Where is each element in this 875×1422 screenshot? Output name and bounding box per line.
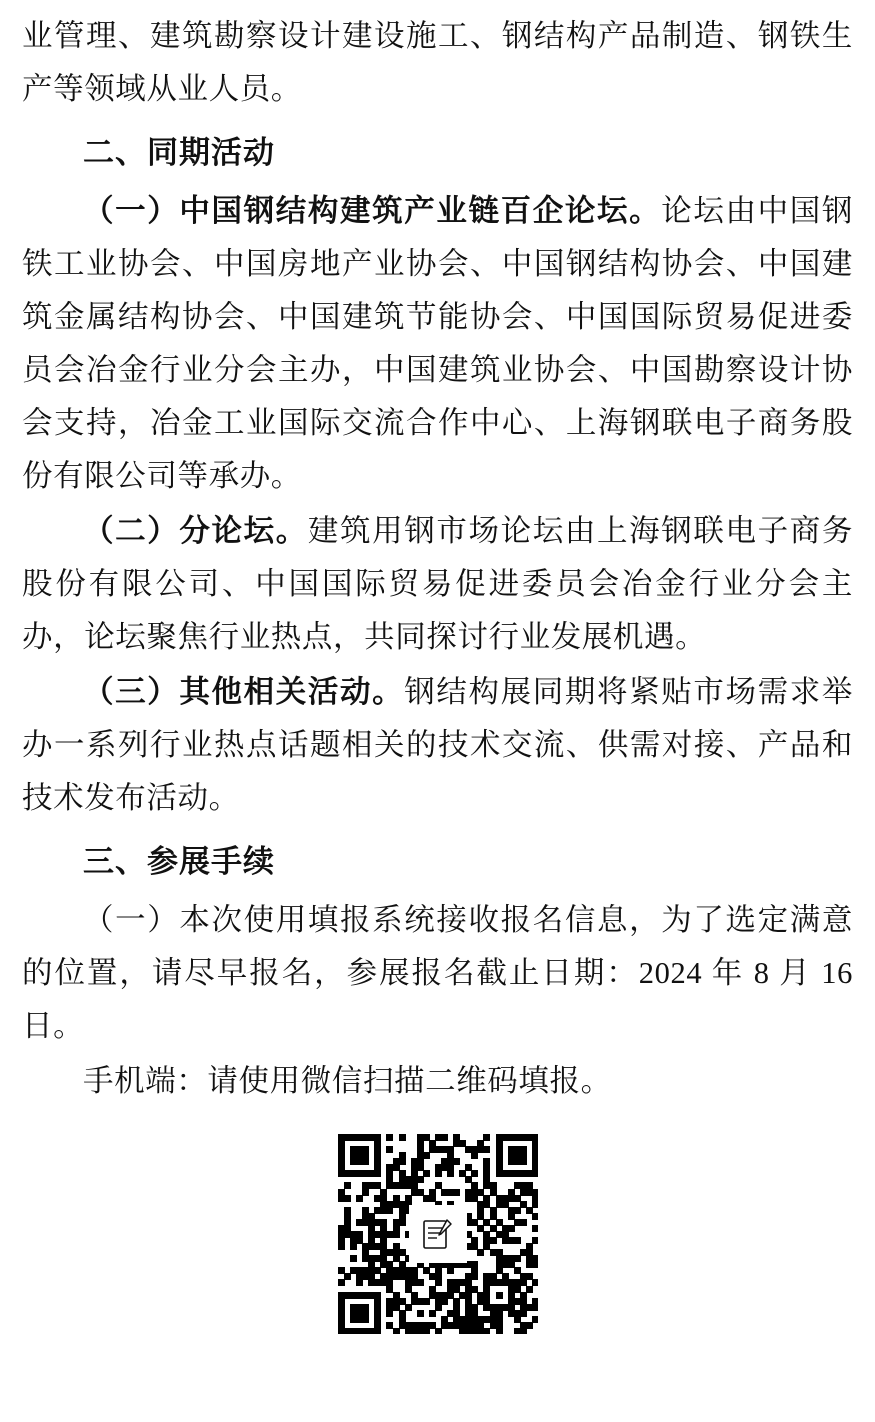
heading-section-two: 二、同期活动	[83, 135, 275, 170]
paragraph-forum-1-body: 论坛由中国钢铁工业协会、中国房地产业协会、中国钢结构协会、中国建筑金属结构协会、中国建筑节能协会、中国国际贸易促进委员会冶金行业分会主办，中国建筑业协会、中国勘察设计协会支持，冶金工业国际交流合作中心、上海钢联电子商务股份有限公司等承办。	[22, 194, 853, 493]
qr-code-container	[22, 1134, 853, 1334]
document-pen-icon	[416, 1212, 460, 1256]
paragraph-forum-3	[22, 666, 853, 825]
paragraph-forum-2-body: 建筑用钢市场论坛由上海钢联电子商务股份有限公司、中国国际贸易促进委员会冶金行业分会主办，论坛聚焦行业热点，共同探讨行业发展机遇。	[22, 514, 854, 654]
paragraph-forum-2-lead: （二）分论坛。	[83, 514, 308, 548]
paragraph-forum-2	[22, 505, 853, 664]
paragraph-forum-1	[22, 185, 853, 503]
paragraph-registration-deadline: （一）本次使用填报系统接收报名信息，为了选定满意的位置，请尽早报名，参展报名截止日期：2024 年 8 月 16 日。	[22, 903, 862, 1043]
registration-qr-code[interactable]	[338, 1134, 538, 1334]
paragraph-continued-scope: 业管理、建筑勘察设计建设施工、钢结构产品制造、钢铁生产等领域从业人员。	[22, 19, 853, 106]
heading-section-three: 三、参展手续	[83, 844, 275, 879]
paragraph-forum-3-body: 钢结构展同期将紧贴市场需求举办一系列行业热点话题相关的技术交流、供需对接、产品和技术发布活动。	[22, 675, 854, 815]
paragraph-mobile-scan: 手机端：请使用微信扫描二维码填报。	[83, 1064, 612, 1098]
paragraph-forum-1-lead: （一）中国钢结构建筑产业链百企论坛。	[83, 194, 662, 228]
qr-center-logo	[409, 1205, 467, 1263]
paragraph-forum-3-lead: （三）其他相关活动。	[83, 675, 405, 709]
